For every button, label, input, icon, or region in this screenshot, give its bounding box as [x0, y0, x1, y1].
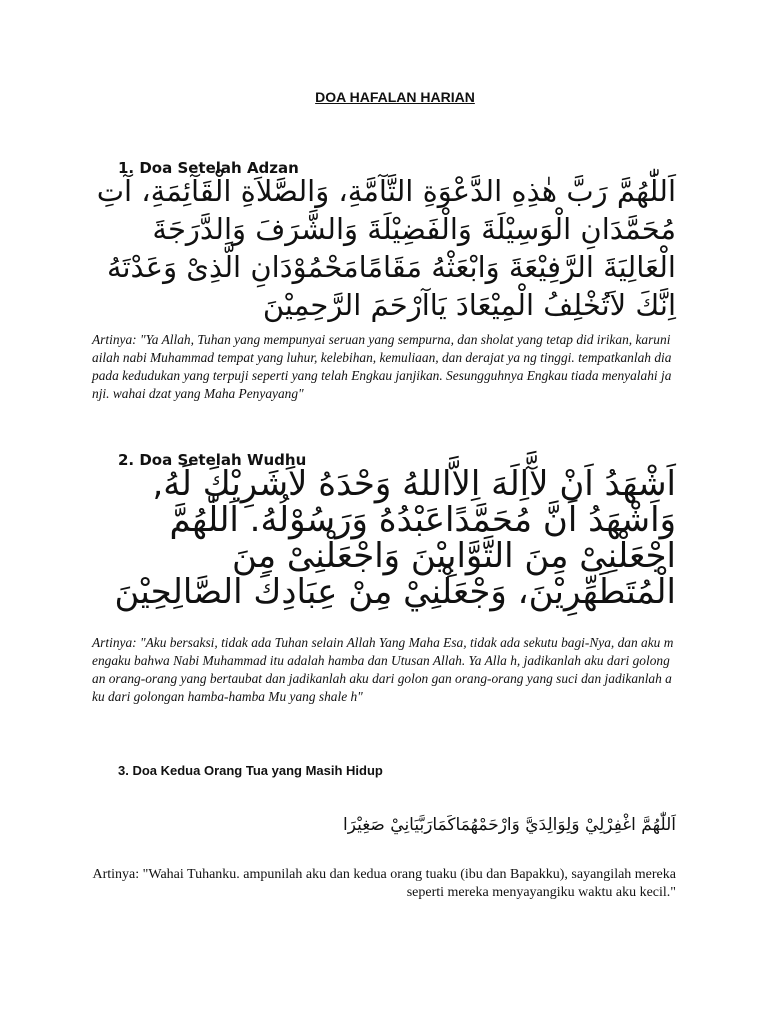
section-1-translation: Artinya: "Ya Allah, Tuhan yang mempunyai seruan yang sempurna, dan sholat yang tetap did irikan, karuniailah nabi Muhammad tempat yang luhur, kelebihan, kemuliaan, dan derajat ya ng tinggi. tempatkanlah dia pada kedudukan yang terpuji seperti yang telah Engkau janjikan. Sesungguhnya Engkau tiada menyalahi janji. wahai dzat yang Maha Penyayang"	[92, 332, 672, 401]
section-2-arabic: اَشْهَدُ اَنْ لآَّاِلَهَ اِلاَّاللهُ وَحْدَهُ لاَشَرِيْكَ لَهُ, وَاَشْهَدُ اَنَّ مُحَمَّدًاعَبْدُهُ وَرَسُوْلُهُ. اَللّٰهُمَّ اجْعَلْنِىْ مِنَ التَّوَّابِيْنَ وَاجْعَلْنِىْ مِنَ الْمُتَطَهِّرِيْنَ، وَجْعَلْنِيْ مِنْ عِبَادِكَ الصَّالِحِيْنَ	[114, 464, 676, 612]
section-3-heading: 3. Doa Kedua Orang Tua yang Masih Hidup	[118, 763, 383, 778]
document-title: DOA HAFALAN HARIAN	[315, 89, 475, 105]
section-3-arabic: اَللّٰهُمَّ اغْفِرْلِيْ وَلِوَالِدَيَّ وَارْحَمْهُمَاكَمَارَبَّيَانِيْ صَغِيْرَا	[343, 815, 676, 835]
section-2-translation: Artinya: "Aku bersaksi, tidak ada Tuhan selain Allah Yang Maha Esa, tidak ada sekutu bagi-Nya, dan aku mengaku bahwa Nabi Muhammad itu adalah hamba dan Utusan Allah. Ya Alla h, jadikanlah aku dari golongan orang-orang yang bertaubat dan jadikanlah aku dari golon gan orang-orang yang suci dan jadikanlah aku dari golongan hamba-hamba Mu yang shale h"	[92, 635, 674, 704]
section-1-heading: 1. Doa Setelah Adzan	[118, 159, 299, 177]
section-2-heading: 2. Doa Setelah Wudhu	[118, 451, 307, 469]
section-1-arabic: اَللّٰهُمَّ رَبَّ هٰذِهِ الدَّعْوَةِ التَّآمَّةِ، وَالصَّلاَةِ الْقَآئِمَةِ، آتِ مُحَمَّدَانِ الْوَسِيْلَةَ وَالْفَضِيْلَةَ وَالشَّرَفَ وَالدَّرَجَةَ الْعَالِيَةَ الرَّفِيْعَةَ وَابْعَثْهُ مَقَامًامَحْمُوْدَانِ الَّذِىْ وَعَدْتَهُ اِنَّكَ لاَتُخْلِفُ الْمِيْعَادَ يَاآرْحَمَ الرَّحِمِيْنَ	[96, 174, 676, 322]
section-3-translation: Artinya: "Wahai Tuhanku. ampunilah aku dan kedua orang tuaku (ibu dan Bapakku), sayangilah mereka seperti mereka menyayangiku waktu aku kecil."	[92, 867, 676, 900]
